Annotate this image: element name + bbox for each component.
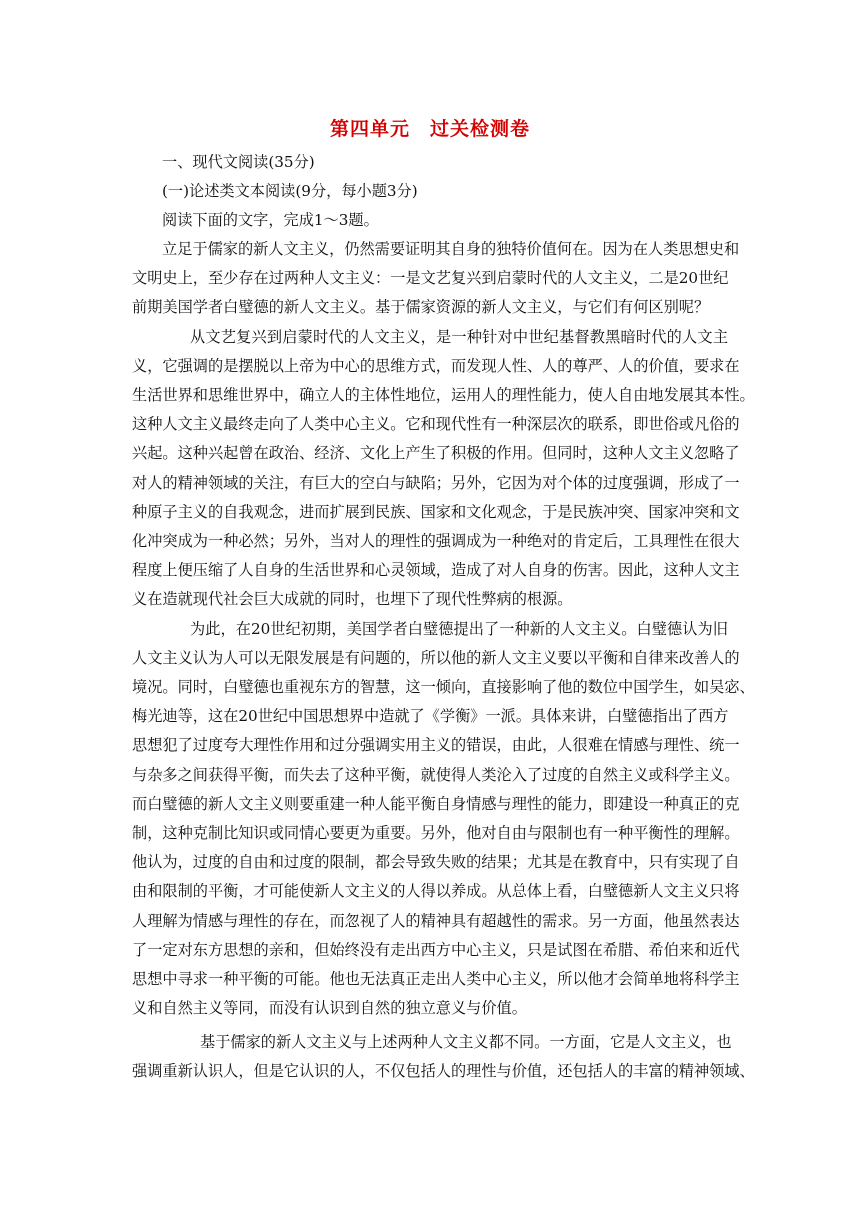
paragraph-3-line-10: 由和限制的平衡，才可能使新人文主义的人得以养成。从总体上看，白璧德新人文主义只将 (132, 882, 740, 900)
paragraph-3-line-5: 思想犯了过度夸大理性作用和过分强调实用主义的错误，由此，人很难在情感与理性、统一 (132, 736, 740, 754)
paragraph-2-line-4: 这种人文主义最终走向了人类中心主义。它和现代性有一种深层次的联系，即世俗或凡俗的 (132, 415, 740, 433)
paragraph-4-line-2: 强调重新认识人，但是它认识的人，不仅包括人的理性与价值，还包括人的丰富的精神领域、 (132, 1062, 755, 1080)
paragraph-4-line-1: 基于儒家的新人文主义与上述两种人文主义都不同。一方面，它是人文主义，也 (200, 1033, 732, 1051)
instruction-text: 阅读下面的文字，完成1～3题。 (162, 211, 379, 229)
document-title: 第四单元 过关检测卷 (329, 118, 530, 140)
paragraph-3-line-11: 人理解为情感与理性的存在，而忽视了人的精神具有超越性的需求。另一方面，他虽然表达 (132, 912, 740, 930)
paragraph-2-line-9: 程度上便压缩了人自身的生活世界和心灵领域，造成了对人自身的伤害。因此，这种人文主 (132, 561, 740, 579)
paragraph-3-line-1: 为此，在20世纪初期，美国学者白璧德提出了一种新的人文主义。白璧德认为旧 (190, 620, 728, 638)
paragraph-2-line-10: 义在造就现代社会巨大成就的同时，也埋下了现代性弊病的根源。 (132, 590, 573, 608)
section-heading: 一、现代文阅读(35分) (162, 153, 315, 171)
paragraph-3-line-13: 思想中寻求一种平衡的可能。他也无法真正走出人类中心主义，所以他才会简单地将科学主 (132, 970, 740, 988)
paragraph-2-line-2: 义，它强调的是摆脱以上帝为中心的思维方式，而发现人性、人的尊严、人的价值，要求在 (132, 357, 740, 375)
paragraph-3-line-3: 境况。同时，白璧德也重视东方的智慧，这一倾向，直接影响了他的数位中国学生，如吴宓、 (132, 678, 755, 696)
paragraph-2-line-1: 从文艺复兴到启蒙时代的人文主义，是一种针对中世纪基督教黑暗时代的人文主 (190, 328, 728, 346)
paragraph-2-line-6: 对人的精神领域的关注，有巨大的空白与缺陷；另外，它因为对个体的过度强调，形成了一 (132, 474, 740, 492)
paragraph-2-line-3: 生活世界和思维世界中，确立人的主体性地位，运用人的理性能力，使人自由地发展其本性。 (132, 386, 755, 404)
paragraph-1-line-2: 文明史上，至少存在过两种人文主义：一是文艺复兴到启蒙时代的人文主义，二是20世纪 (132, 269, 729, 287)
paragraph-3-line-2: 人文主义认为人可以无限发展是有问题的，所以他的新人文主义要以平衡和自律来改善人的 (132, 649, 740, 667)
paragraph-3-line-6: 与杂多之间获得平衡，而失去了这种平衡，就使得人类沦入了过度的自然主义或科学主义。 (132, 766, 740, 784)
paragraph-3-line-4: 梅光迪等，这在20世纪中国思想界中造就了《学衡》一派。具体来讲，白璧德指出了西方 (132, 707, 729, 725)
paragraph-3-line-8: 制，这种克制比知识或同情心要更为重要。另外，他对自由与限制也有一种平衡性的理解。 (132, 824, 740, 842)
paragraph-3-line-14: 义和自然主义等同，而没有认识到自然的独立意义与价值。 (132, 999, 527, 1017)
paragraph-3-line-7: 而白璧德的新人文主义则要重建一种人能平衡自身情感与理性的能力，即建设一种真正的克 (132, 795, 740, 813)
paragraph-3-line-9: 他认为，过度的自由和过度的限制，都会导致失败的结果；尤其是在教育中，只有实现了自 (132, 853, 740, 871)
paragraph-2-line-8: 化冲突成为一种必然；另外，当对人的理性的强调成为一种绝对的肯定后，工具理性在很大 (132, 532, 740, 550)
subsection-heading: (一)论述类文本阅读(9分，每小题3分) (162, 182, 418, 200)
paragraph-3-line-12: 了一定对东方思想的亲和，但始终没有走出西方中心主义，只是试图在希腊、希伯来和近代 (132, 941, 740, 959)
paragraph-1-line-1: 立足于儒家的新人文主义，仍然需要证明其自身的独特价值何在。因为在人类思想史和 (162, 240, 740, 258)
paragraph-2-line-7: 种原子主义的自我观念，进而扩展到民族、国家和文化观念，于是民族冲突、国家冲突和文 (132, 503, 740, 521)
paragraph-1-line-3: 前期美国学者白璧德的新人文主义。基于儒家资源的新人文主义，与它们有何区别呢？ (132, 298, 710, 316)
paragraph-2-line-5: 兴起。这种兴起曾在政治、经济、文化上产生了积极的作用。但同时，这种人文主义忽略了 (132, 444, 740, 462)
